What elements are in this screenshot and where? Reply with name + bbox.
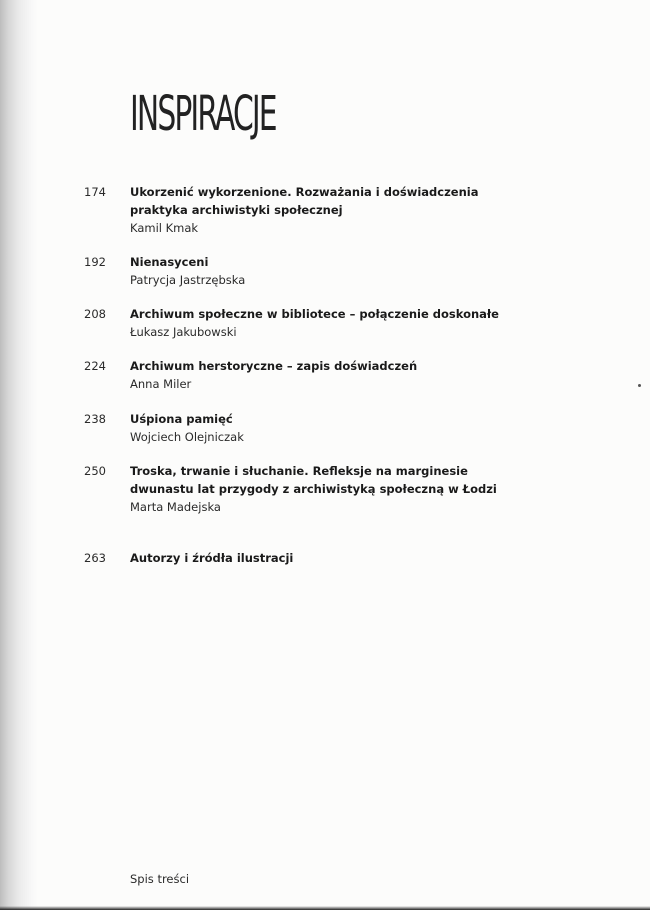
toc-entry-title: Nienasyceni	[130, 255, 209, 269]
toc-page-number: 174	[84, 185, 106, 199]
toc-entry-author: Anna Miler	[130, 377, 192, 391]
toc-page-number: 208	[84, 307, 106, 321]
toc-entry-title: Ukorzenić wykorzenione. Rozważania i doświadczenia praktyka archiwistyki społecznej	[130, 185, 479, 217]
toc-page-number: 250	[84, 464, 106, 478]
running-footer: Spis treści	[130, 872, 190, 886]
toc-entry-title: Archiwum społeczne w bibliotece – połączenie doskonałe	[130, 307, 499, 321]
paper-speck	[638, 384, 641, 387]
toc-page-number: 192	[84, 255, 106, 269]
toc-page-number: 263	[84, 551, 106, 565]
toc-entry-title: Archiwum herstoryczne – zapis doświadczeń	[130, 359, 418, 373]
toc-entry-author: Wojciech Olejniczak	[130, 430, 244, 444]
toc-entry-author: Marta Madejska	[130, 500, 221, 514]
toc-page-number: 224	[84, 359, 106, 373]
section-title: INSPIRACJE	[130, 86, 276, 142]
toc-entry-title: Uśpiona pamięć	[130, 412, 233, 426]
binding-shadow	[0, 0, 38, 910]
toc-entry-author: Kamil Kmak	[130, 221, 199, 235]
toc-entry-author: Łukasz Jakubowski	[130, 325, 237, 339]
page-bottom-edge	[0, 906, 650, 910]
toc-entry-author: Patrycja Jastrzębska	[130, 273, 246, 287]
toc-page-number: 238	[84, 412, 106, 426]
toc-entry-title: Troska, trwanie i słuchanie. Refleksje na marginesie dwunastu lat przygody z archiwistyką społeczną w Łodzi	[130, 464, 497, 496]
toc-entry-title: Autorzy i źródła ilustracji	[130, 551, 294, 565]
